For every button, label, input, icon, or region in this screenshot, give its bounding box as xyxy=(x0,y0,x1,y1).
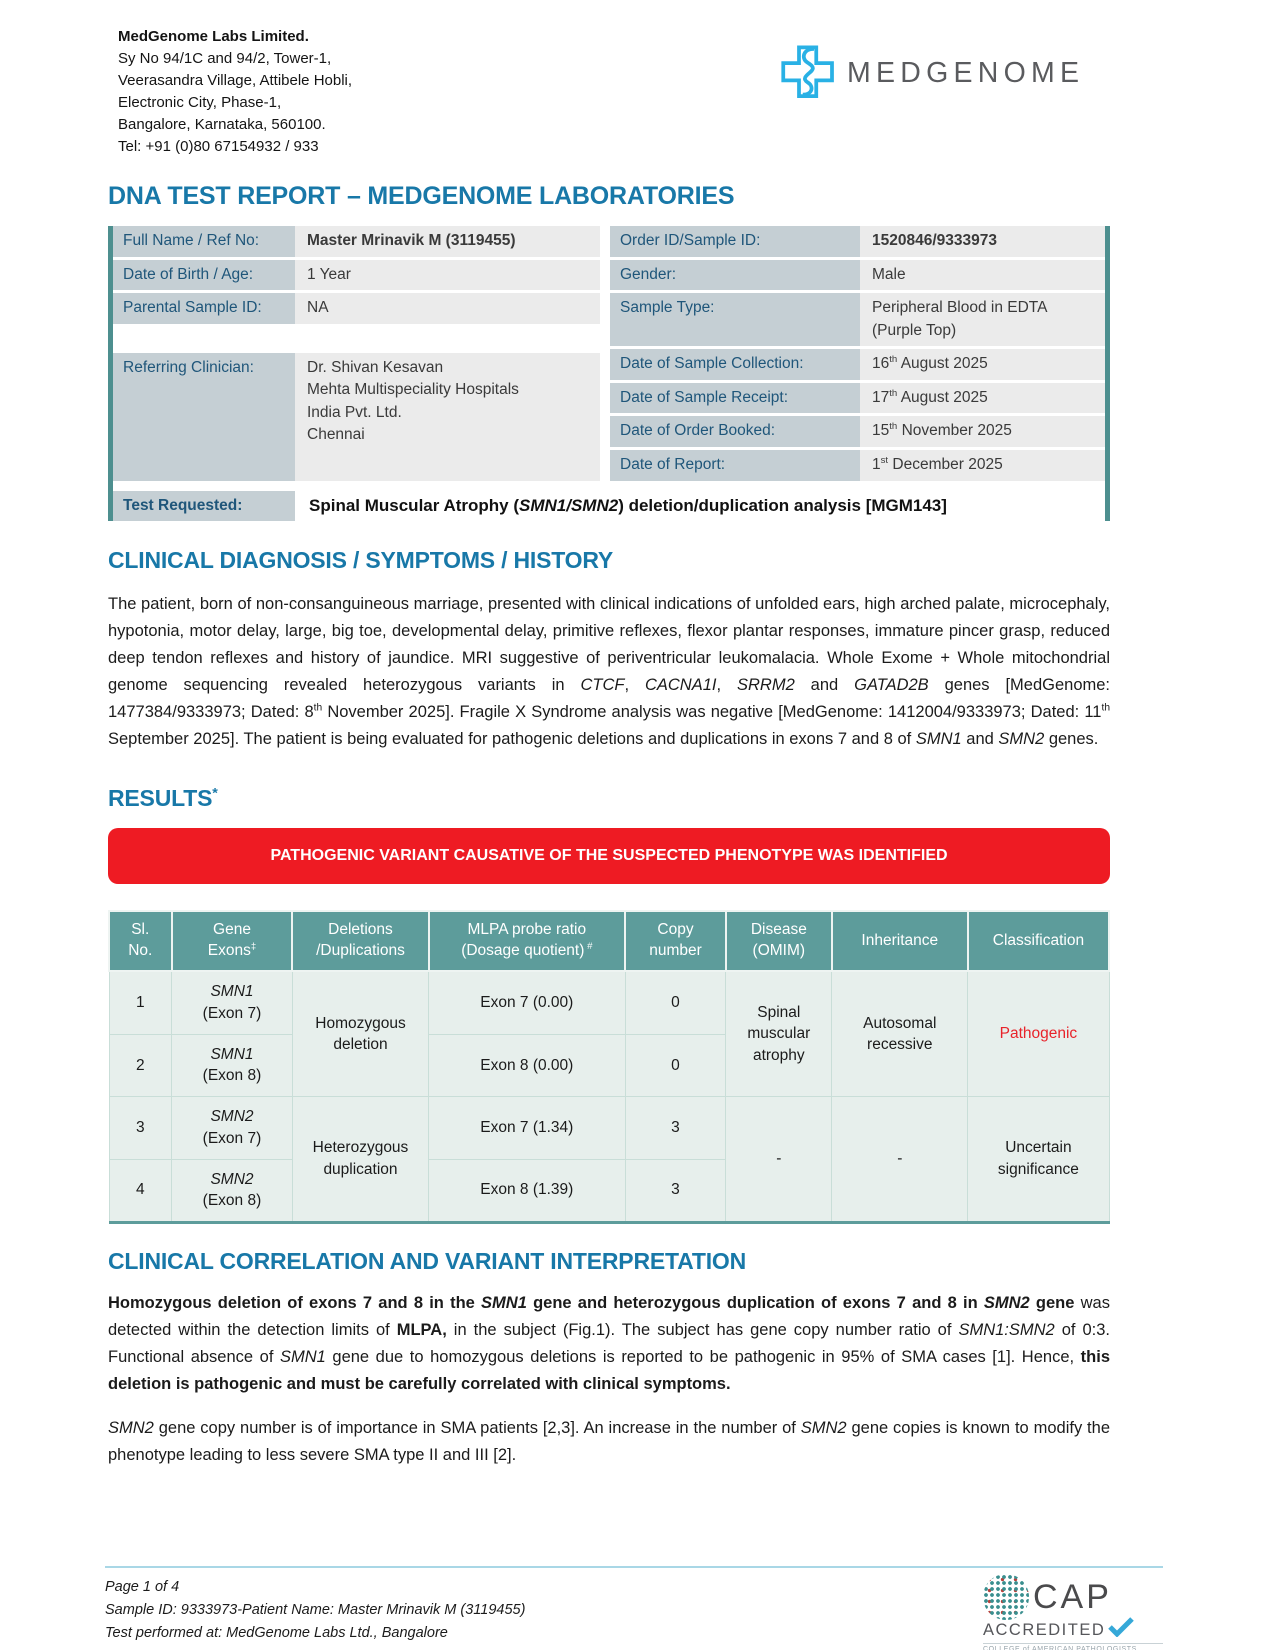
classification-cell: Uncertain significance xyxy=(968,1097,1109,1223)
test-requested-row xyxy=(113,491,1105,521)
col-header-copy-number: Copy number xyxy=(625,911,726,971)
report-date-value: 1st December 2025 xyxy=(860,450,1105,481)
col-header-gene-exons: Gene Exons‡ xyxy=(172,911,293,971)
sample-receipt-date-value: 17th August 2025 xyxy=(860,383,1105,414)
copy-number-cell: 3 xyxy=(625,1159,726,1222)
copy-number-cell: 0 xyxy=(625,971,726,1034)
order-booked-date-value: 15th November 2025 xyxy=(860,416,1105,447)
mlpa-ratio-cell: Exon 8 (1.39) xyxy=(429,1159,626,1222)
test-requested-value: Spinal Muscular Atrophy (SMN1/SMN2) deletion/duplication analysis [MGM143] xyxy=(309,495,947,515)
lab-name: MedGenome Labs Limited. xyxy=(118,28,309,45)
col-header-inheritance: Inheritance xyxy=(832,911,968,971)
spacer xyxy=(600,226,610,483)
parental-sample-id-value: NA xyxy=(295,293,600,323)
deletion-type-cell: Homozygous deletion xyxy=(292,971,428,1096)
table-row xyxy=(610,416,1105,447)
report-date-label: Date of Report: xyxy=(610,450,860,481)
sample-type-label: Sample Type: xyxy=(610,293,860,346)
full-name-value: Master Mrinavik M (3119455) xyxy=(295,226,600,256)
cap-checkmark-icon xyxy=(1108,1617,1134,1637)
mlpa-ratio-cell: Exon 7 (0.00) xyxy=(429,971,626,1034)
table-row xyxy=(109,971,1109,1034)
table-row xyxy=(113,293,600,323)
col-header-sl-no: Sl. No. xyxy=(109,911,172,971)
cap-dots-icon xyxy=(983,1574,1029,1620)
test-requested-label: Test Requested: xyxy=(113,491,295,521)
page-title: DNA TEST REPORT – MEDGENOME LABORATORIES xyxy=(108,182,735,211)
full-name-label: Full Name / Ref No: xyxy=(113,226,295,256)
parental-sample-id-label: Parental Sample ID: xyxy=(113,293,295,323)
mlpa-ratio-cell: Exon 8 (0.00) xyxy=(429,1034,626,1096)
footer-performed-at: Test performed at: MedGenome Labs Ltd., Bangalore xyxy=(105,1625,448,1642)
sample-receipt-date-label: Date of Sample Receipt: xyxy=(610,383,860,414)
cap-accredited-label: ACCREDITED xyxy=(983,1621,1106,1639)
medgenome-wordmark: MEDGENOME xyxy=(847,56,1085,89)
inheritance-cell: Autosomal recessive xyxy=(832,971,968,1096)
sl-no-cell: 4 xyxy=(109,1159,172,1222)
gene-exon-cell: SMN2 (Exon 7) xyxy=(172,1097,293,1159)
table-row xyxy=(109,1097,1109,1159)
correlation-paragraph-1: Homozygous deletion of exons 7 and 8 in the SMN1 gene and heterozygous duplication of exons 7 and 8 in SMN2 gene was detected within the detection limits of MLPA, in the subject (Fig.1). The subject has gene copy number ratio of SMN1:SMN2 of 0:3. Functional absence of SMN1 gene due to homozygous deletions is reported to be pathogenic in 95% of SMA cases [1]. Hence, this deletion is pathogenic and must be carefully correlated with clinical symptoms. xyxy=(108,1293,1111,1394)
copy-number-cell: 0 xyxy=(625,1034,726,1096)
table-row xyxy=(610,293,1105,346)
clinical-correlation-heading: CLINICAL CORRELATION AND VARIANT INTERPRETATION xyxy=(108,1247,746,1274)
gender-value: Male xyxy=(860,260,1105,290)
table-row xyxy=(113,260,600,290)
referring-clinician-label: Referring Clinician: xyxy=(113,353,295,481)
cap-wordmark: CAP xyxy=(1033,1578,1112,1616)
col-header-deletions-duplications: Deletions /Duplications xyxy=(292,911,428,971)
table-row xyxy=(610,349,1105,380)
address-line: Tel: +91 (0)80 67154932 / 933 xyxy=(118,138,319,156)
table-header-row xyxy=(109,911,1109,971)
gender-label: Gender: xyxy=(610,260,860,290)
report-header xyxy=(108,26,1110,158)
sample-type-value: Peripheral Blood in EDTA (Purple Top) xyxy=(860,293,1105,346)
patient-info-table xyxy=(108,226,1110,521)
gene-exon-cell: SMN2 (Exon 8) xyxy=(172,1159,293,1222)
spacer xyxy=(113,327,600,353)
table-right-bar xyxy=(1105,226,1110,521)
referring-clinician-value: Dr. Shivan Kesavan Mehta Multispeciality Hospitals India Pvt. Ltd. Chennai xyxy=(295,353,600,481)
clinical-diagnosis-paragraph: The patient, born of non-consanguineous marriage, presented with clinical indications of unfolded ears, high arched palate, microcephaly, hypotonia, motor delay, large, big toe, developmental delay, primitive reflexes, flexor plantar responses, immature pincer grasp, reduced deep tendon reflexes and history of jaundice. MRI suggestive of periventricular leukomalacia. Whole Exome + Whole mitochondrial genome sequencing revealed heterozygous variants in CTCF, CACNA1I, SRRM2 and GATAD2B genes [MedGenome: 1477384/9333973; Dated: 8th November 2025]. Fragile X Syndrome analysis was negative [MedGenome: 1412004/9333973; Dated: 11th September 2025]. The patient is being evaluated for pathogenic deletions and duplications in exons 7 and 8 of SMN1 and SMN2 genes. xyxy=(108,595,1111,749)
table-row xyxy=(113,353,600,481)
table-row xyxy=(610,383,1105,414)
page-number: Page 1 of 4 xyxy=(105,1579,180,1595)
cap-accredited-logo xyxy=(983,1574,1163,1650)
duplication-type-cell: Heterozygous duplication xyxy=(292,1097,428,1223)
lab-address-block xyxy=(108,26,352,158)
gene-exon-cell: SMN1 (Exon 7) xyxy=(172,971,293,1034)
results-table xyxy=(108,910,1110,1224)
order-booked-date-label: Date of Order Booked: xyxy=(610,416,860,447)
page-footer xyxy=(105,1566,1163,1650)
results-heading: RESULTS* xyxy=(108,785,218,812)
copy-number-cell: 3 xyxy=(625,1097,726,1159)
pathogenic-alert-banner: PATHOGENIC VARIANT CAUSATIVE OF THE SUSPECTED PHENOTYPE WAS IDENTIFIED xyxy=(108,828,1110,884)
order-id-label: Order ID/Sample ID: xyxy=(610,226,860,256)
disease-cell: - xyxy=(726,1097,832,1223)
dob-age-label: Date of Birth / Age: xyxy=(113,260,295,290)
inheritance-cell: - xyxy=(832,1097,968,1223)
correlation-paragraph-2: SMN2 gene copy number is of importance in SMA patients [2,3]. An increase in the number of SMN2 gene copies is known to modify the phenotype leading to less severe SMA type II and III [2]. xyxy=(108,1419,1110,1465)
col-header-disease-omim: Disease (OMIM) xyxy=(726,911,832,971)
disease-cell: Spinal muscular atrophy xyxy=(726,971,832,1096)
address-line: Sy No 94/1C and 94/2, Tower-1, xyxy=(118,50,332,68)
cap-college-label: COLLEGE of AMERICAN PATHOLOGISTS xyxy=(983,1643,1163,1650)
table-row xyxy=(113,226,600,256)
classification-cell: Pathogenic xyxy=(968,971,1109,1096)
sl-no-cell: 2 xyxy=(109,1034,172,1096)
sample-collection-date-label: Date of Sample Collection: xyxy=(610,349,860,380)
table-row xyxy=(610,226,1105,256)
address-line: Veerasandra Village, Attibele Hobli, xyxy=(118,72,353,90)
order-id-value: 1520846/9333973 xyxy=(860,226,1105,256)
table-row xyxy=(610,450,1105,481)
gene-exon-cell: SMN1 (Exon 8) xyxy=(172,1034,293,1096)
medgenome-logo xyxy=(778,42,1108,105)
col-header-classification: Classification xyxy=(968,911,1109,971)
medgenome-cross-icon xyxy=(783,47,832,96)
mlpa-ratio-cell: Exon 7 (1.34) xyxy=(429,1097,626,1159)
clinical-diagnosis-heading: CLINICAL DIAGNOSIS / SYMPTOMS / HISTORY xyxy=(108,547,614,574)
sl-no-cell: 3 xyxy=(109,1097,172,1159)
address-line: Bangalore, Karnataka, 560100. xyxy=(118,116,326,134)
col-header-mlpa-probe-ratio: MLPA probe ratio (Dosage quotient) # xyxy=(429,911,626,971)
table-row xyxy=(610,260,1105,290)
sample-collection-date-value: 16th August 2025 xyxy=(860,349,1105,380)
footer-sample-id: Sample ID: 9333973-Patient Name: Master Mrinavik M (3119455) xyxy=(105,1602,526,1619)
address-line: Electronic City, Phase-1, xyxy=(118,94,282,112)
dob-age-value: 1 Year xyxy=(295,260,600,290)
sl-no-cell: 1 xyxy=(109,971,172,1034)
